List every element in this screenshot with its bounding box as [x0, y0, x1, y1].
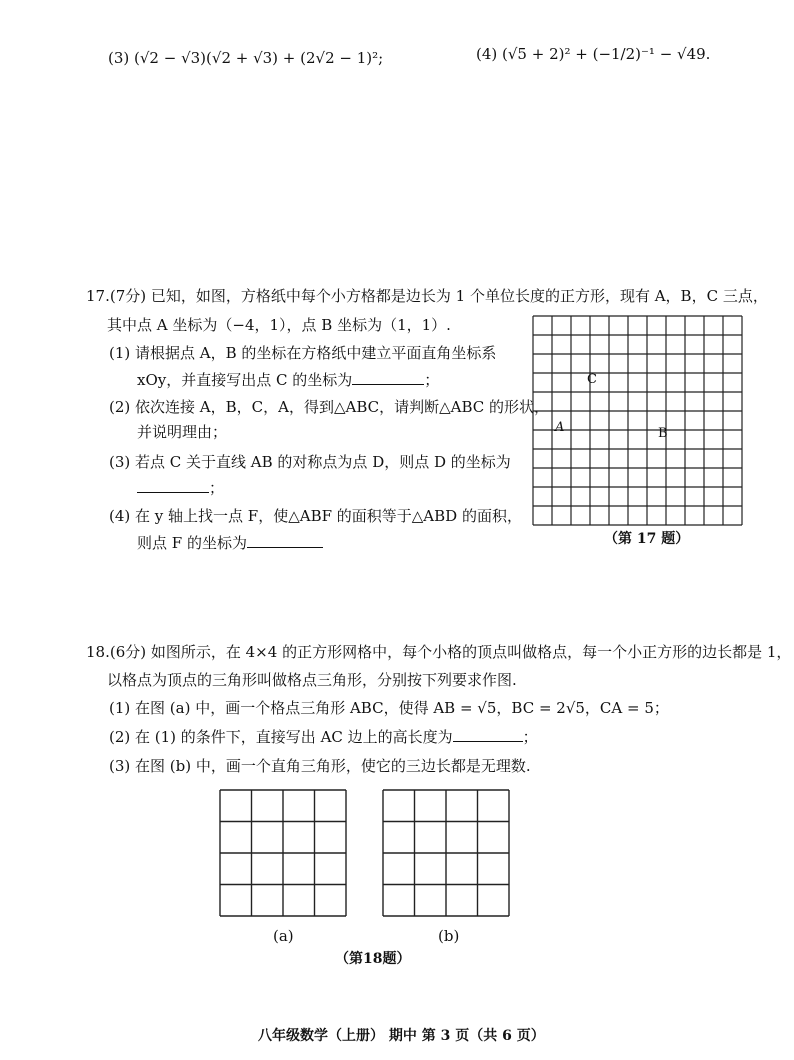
q17-caption: （第 17 题）	[604, 531, 690, 547]
q17-answer-blank-d[interactable]	[137, 478, 209, 493]
q17-grid-point-a: A	[555, 420, 565, 435]
q17-item4-line1: (4) 在 y 轴上找一点 F，使△ABF 的面积等于△ABD 的面积，	[109, 507, 522, 525]
q17-item4-line2	[137, 533, 323, 553]
problem-16-part-4: (4) (√5 + 2)² + (−1/2)⁻¹ − √49.	[476, 45, 711, 63]
q18-item1: (1) 在图 (a) 中，画一个格点三角形 ABC，使得 AB = √5，BC = 2√5，CA = 5；	[109, 699, 669, 717]
q17-answer-blank-c[interactable]	[352, 370, 424, 385]
q18-intro-line2: 以格点为顶点的三角形叫做格点三角形，分别按下列要求作图.	[107, 671, 517, 689]
q18-item2-end: ；	[522, 728, 538, 746]
q17-item1-line1: (1) 请根据点 A，B 的坐标在方格纸中建立平面直角坐标系	[109, 344, 497, 362]
q18-grid-b-lines	[383, 790, 509, 916]
q17-item1-end: ；	[424, 371, 440, 389]
q17-grid-point-c: C	[587, 372, 597, 387]
page-footer: 八年级数学（上册） 期中 第 3 页（共 6 页）	[258, 1028, 545, 1044]
q18-intro-line1: 18.(6分) 如图所示，在 4×4 的正方形网格中，每个小格的顶点叫做格点，每一个小正方形的边长都是 1，	[86, 643, 792, 661]
q18-grid-a-lines	[220, 790, 346, 916]
q17-intro-line1: 17.(7分) 已知，如图，方格纸中每个小方格都是边长为 1 个单位长度的正方形，现有 A，B，C 三点，	[86, 287, 768, 305]
q17-grid-point-b: B	[658, 426, 668, 441]
q18-item3: (3) 在图 (b) 中，画一个直角三角形，使它的三边长都是无理数.	[109, 757, 531, 775]
q18-label-a: (a)	[273, 927, 294, 945]
q17-item3-end: ；	[209, 479, 225, 497]
q17-item2-line1: (2) 依次连接 A，B，C，A，得到△ABC，请判断△ABC 的形状，	[109, 398, 550, 416]
q18-item2	[109, 727, 538, 747]
q17-item3-line2	[137, 478, 224, 498]
q17-item2-line2: 并说明理由；	[137, 423, 228, 441]
problem-16-part-3: (3) (√2 − √3)(√2 + √3) + (2√2 − 1)²;	[108, 49, 384, 67]
q18-grid-b[interactable]	[383, 790, 511, 918]
q18-item2-text: (2) 在 (1) 的条件下，直接写出 AC 边上的高长度为	[109, 728, 453, 746]
q18-answer-blank-height[interactable]	[453, 727, 523, 742]
q18-grid-a[interactable]	[220, 790, 348, 918]
q17-item1-line2	[137, 370, 439, 390]
q17-answer-blank-f[interactable]	[247, 533, 323, 548]
q18-caption: （第18题）	[335, 951, 411, 967]
q18-label-b: (b)	[438, 927, 460, 945]
q17-item3-line1: (3) 若点 C 关于直线 AB 的对称点为点 D，则点 D 的坐标为	[109, 453, 511, 471]
q17-intro-line2: 其中点 A 坐标为（−4，1），点 B 坐标为（1，1）.	[107, 316, 451, 334]
q17-item1-text: xOy，并直接写出点 C 的坐标为	[137, 371, 353, 389]
q17-item4-text: 则点 F 的坐标为	[137, 534, 247, 552]
q17-grid-figure	[533, 316, 745, 528]
